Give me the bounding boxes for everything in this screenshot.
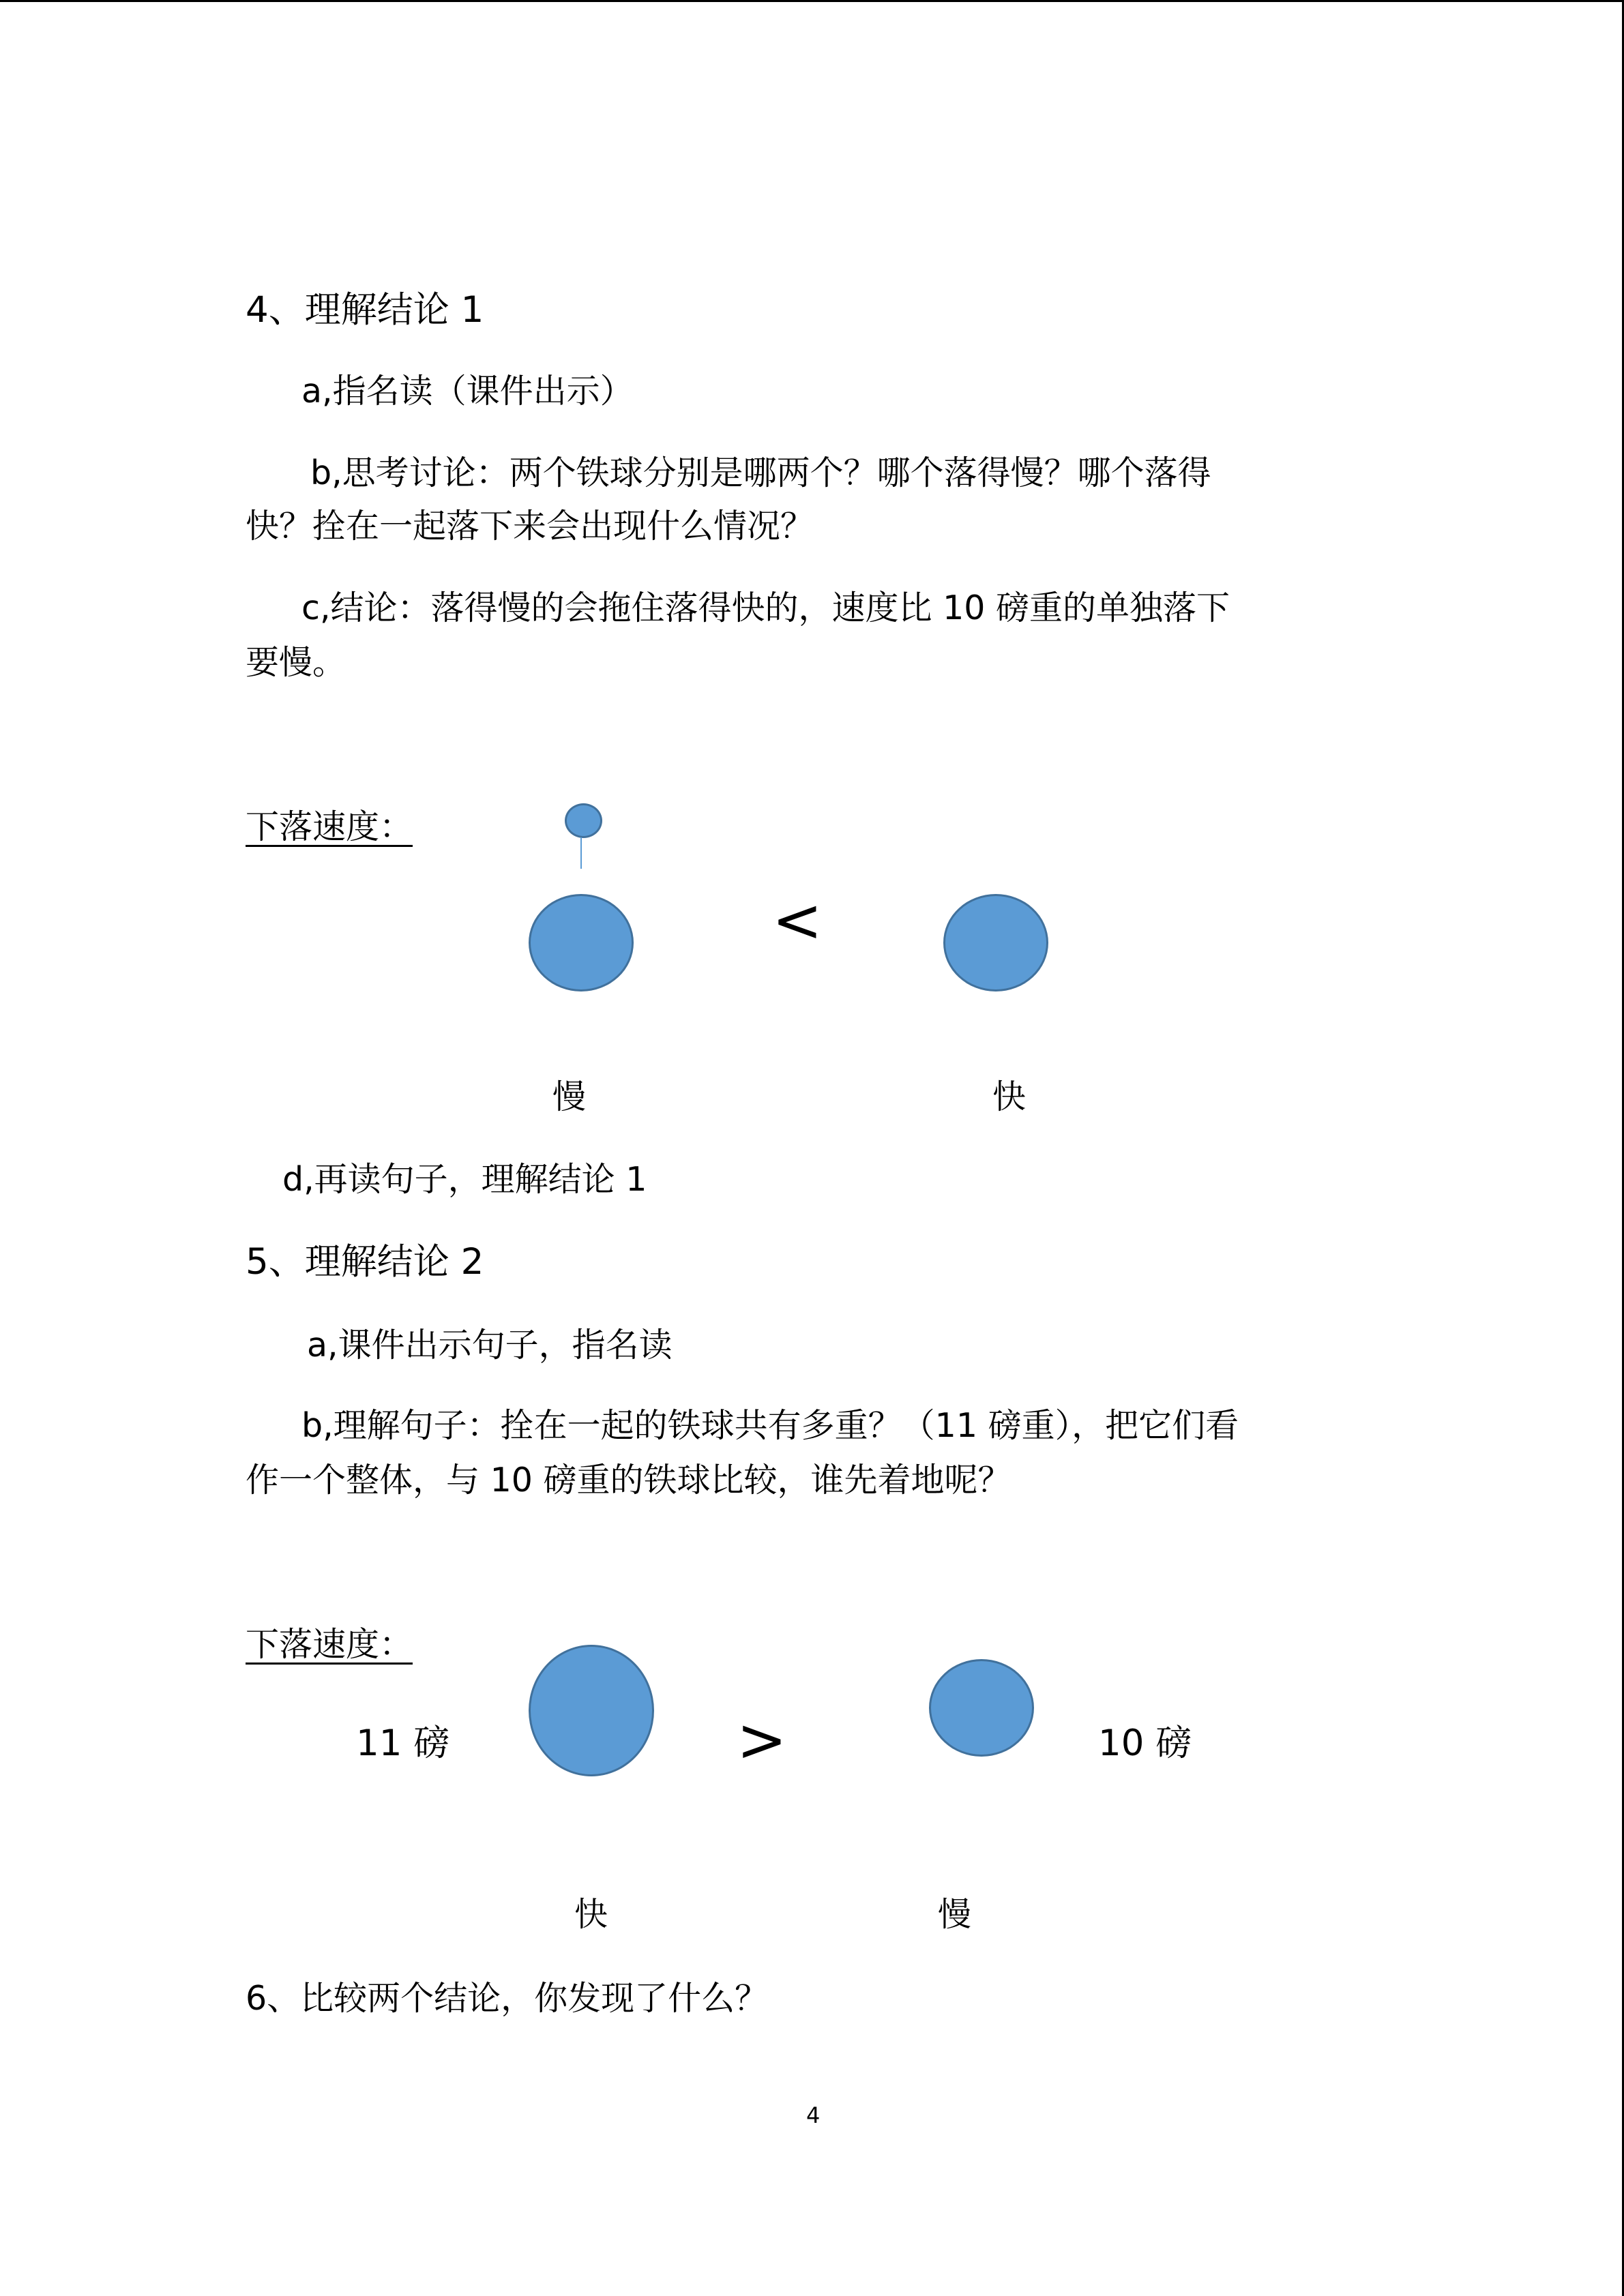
section5-item-b-line1: b,理解句子：拴在一起的铁球共有多重？（11 磅重），把它们看 <box>301 1406 1239 1445</box>
diagram2-left-caption: 快 <box>574 1895 608 1934</box>
section4-item-b-line2: 快？拴在一起落下来会出现什么情况？ <box>246 507 814 546</box>
section4-item-b-line1: b,思考讨论：两个铁球分别是哪两个？哪个落得慢？哪个落得 <box>310 453 1211 492</box>
ball-10lb <box>929 1659 1034 1757</box>
diagram2-left-weight: 11 磅 <box>356 1723 450 1764</box>
ball-10lb-single <box>943 894 1048 992</box>
ball-11lb-combined <box>529 1645 654 1776</box>
section4-item-c-line1: c,结论：落得慢的会拖住落得快的，速度比 10 磅重的单独落下 <box>301 588 1230 627</box>
diagram1-right-caption: 快 <box>992 1077 1027 1116</box>
section4-heading: 4、理解结论 1 <box>246 289 484 331</box>
section4-item-a: a,指名读（课件出示） <box>301 372 634 411</box>
thread-line <box>580 837 582 869</box>
section4-item-c-line2: 要慢。 <box>246 643 346 682</box>
diagram2-right-weight: 10 磅 <box>1098 1723 1192 1764</box>
less-than-symbol: < <box>772 885 823 955</box>
small-ball <box>565 803 602 838</box>
diagram2-right-caption: 慢 <box>938 1895 972 1934</box>
greater-than-symbol: > <box>737 1705 787 1775</box>
diagram2-label: 下落速度： <box>246 1625 413 1664</box>
diagram1-label: 下落速度： <box>246 807 413 846</box>
section4-item-d: d,再读句子，理解结论 1 <box>282 1160 647 1199</box>
page-number: 4 <box>806 2102 821 2128</box>
diagram1-left-caption: 慢 <box>552 1077 587 1116</box>
ball-10lb-tied <box>529 894 634 992</box>
section5-heading: 5、理解结论 2 <box>246 1241 484 1283</box>
section5-item-a: a,课件出示句子，指名读 <box>307 1326 673 1365</box>
section5-item-b-line2: 作一个整体，与 10 磅重的铁球比较，谁先着地呢？ <box>246 1461 1012 1500</box>
section6-heading: 6、比较两个结论，你发现了什么？ <box>246 1979 769 2018</box>
page-top-border <box>0 0 1624 2</box>
